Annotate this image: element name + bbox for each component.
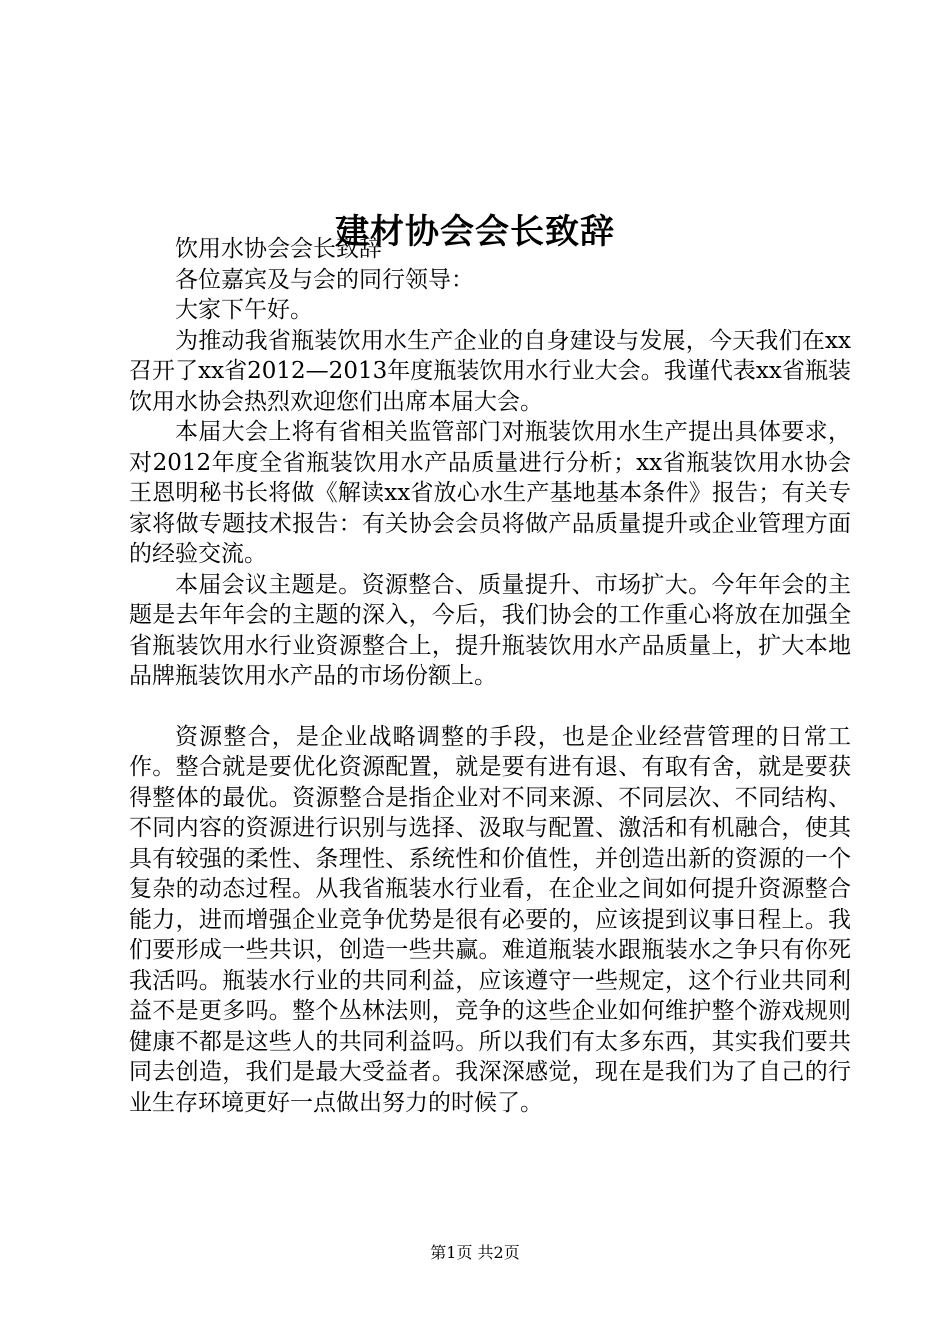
body-paragraph: 为推动我省瓶装饮用水生产企业的自身建设与发展，今天我们在xx召开了xx省2012—2013年度瓶装饮用水行业大会。我谨代表xx省瓶装饮用水协会热烈欢迎您们出席本届大会。	[129, 327, 851, 415]
body-paragraph: 资源整合，是企业战略调整的手段，也是企业经营管理的日常工作。整合就是要优化资源配置，就是要有进有退、有取有舍，就是要获得整体的最优。资源整合是指企业对不同来源、不同层次、不同结构、不同内容的资源进行识别与选择、汲取与配置、激活和有机融合，使其具有较强的柔性、条理性、系统性和价值性，并创造出新的资源的一个复杂的动态过程。从我省瓶装水行业看，在企业之间如何提升资源整合能力，进而增强企业竞争优势是很有必要的，应该提到议事日程上。我们要形成一些共识，创造一些共赢。难道瓶装水跟瓶装水之争只有你死我活吗。瓶装水行业的共同利益，应该遵守一些规定，这个行业共同利益不是更多吗。整个丛林法则，竞争的这些企业如何维护整个游戏规则健康不都是这些人的共同利益吗。所以我们有太多东西，其实我们要共同去创造，我们是最大受益者。我深深感觉，现在是我们为了自己的行业生存环境更好一点做出努力的时候了。	[129, 723, 851, 1116]
document-title: 建材协会会长致辞	[335, 211, 615, 252]
document-body	[129, 234, 851, 1118]
body-paragraph: 本届会议主题是。资源整合、质量提升、市场扩大。今年年会的主题是去年年会的主题的深入，今后，我们协会的工作重心将放在加强全省瓶装饮用水行业资源整合上，提升瓶装饮用水产品质量上，扩大本地品牌瓶装饮用水产品的市场份额上。	[129, 571, 851, 689]
body-paragraph: 各位嘉宾及与会的同行领导：	[175, 266, 474, 293]
page-footer: 第1页 共2页	[430, 1243, 520, 1262]
body-paragraph: 大家下午好。	[175, 297, 313, 323]
body-paragraph: 本届大会上将有省相关监管部门对瓶装饮用水生产提出具体要求，对2012年度全省瓶装饮用水产品质量进行分析；xx省瓶装饮用水协会王恩明秘书长将做《解读xx省放心水生产基地基本条件》报告；有关专家将做专题技术报告：有关协会会员将做产品质量提升或企业管理方面的经验交流。	[129, 419, 851, 567]
body-paragraph: 饮用水协会会长致辞	[175, 236, 382, 262]
